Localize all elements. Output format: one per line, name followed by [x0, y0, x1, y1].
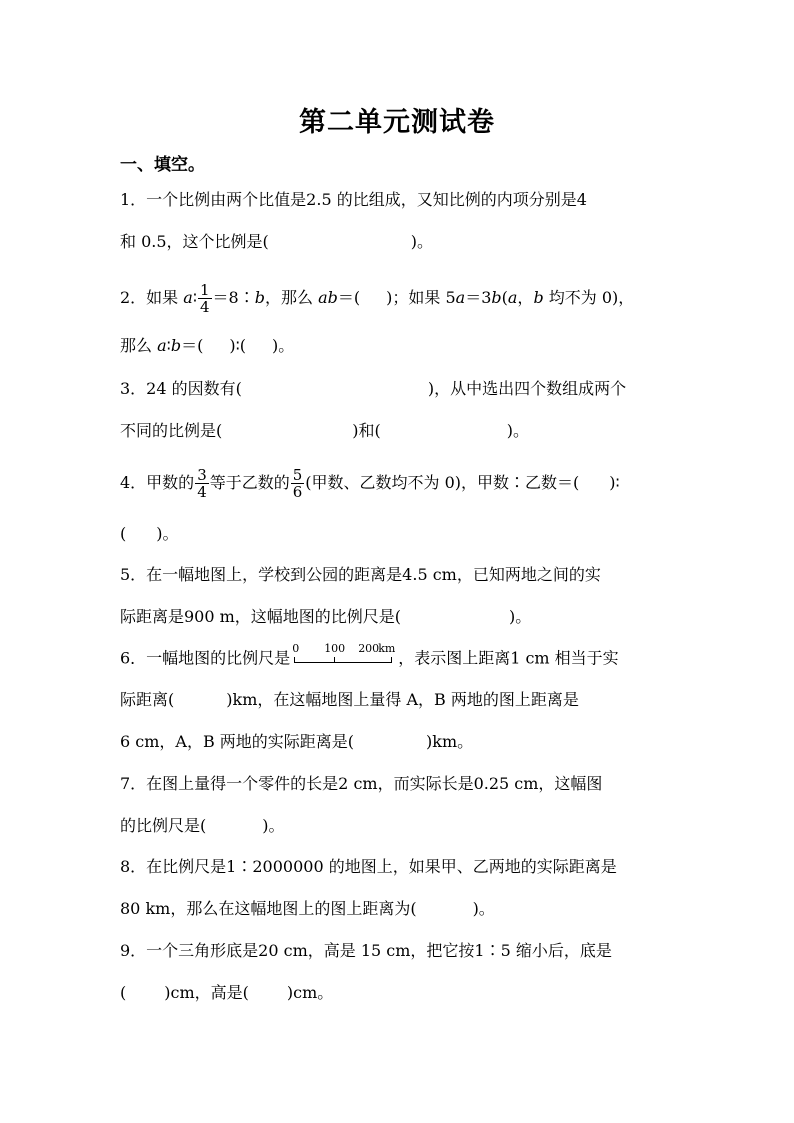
- question-6-text: )km。: [426, 732, 474, 751]
- fraction-denominator: 6: [292, 483, 303, 501]
- question-9-text: )cm，高是(: [164, 983, 249, 1002]
- question-2-text: ＝(: [181, 336, 204, 355]
- scale-bar-tick: [334, 657, 335, 662]
- question-2-text: ＝8∶: [212, 288, 255, 307]
- fraction-numerator: 1: [200, 281, 210, 299]
- variable-b: b: [533, 288, 544, 307]
- variable-b: b: [170, 336, 182, 355]
- question-7-text: )。: [262, 816, 285, 835]
- question-6-line-1: [120, 642, 619, 672]
- question-3-text: )，从中选出四个数组成两个: [427, 379, 627, 398]
- question-3-line-1: [120, 377, 626, 401]
- question-9-line-2: [120, 981, 333, 1005]
- question-2-text: 2．如果: [120, 288, 179, 307]
- question-5-text: 际距离是900 m，这幅地图的比例尺是(: [120, 607, 402, 626]
- question-3-text: 不同的比例是(: [120, 421, 223, 440]
- question-2-text: )∶(: [229, 336, 246, 355]
- question-8-text: 80 km，那么在这幅地图上的图上距离为(: [120, 899, 417, 918]
- question-1-text: 和 0.5，这个比例是(: [120, 232, 269, 251]
- question-2-text: ＝3: [465, 288, 492, 307]
- fraction-denominator: 4: [197, 483, 207, 501]
- fraction: [291, 467, 305, 500]
- question-6-text: )km，在这幅地图上量得 A，B 两地的图上距离是: [226, 690, 579, 709]
- variable-b: b: [491, 288, 502, 307]
- scale-label-0: 0: [292, 642, 300, 655]
- question-2-text: (: [501, 288, 508, 307]
- question-6-line-3: [120, 730, 473, 754]
- question-2-text: 均不为 0)，: [548, 288, 635, 307]
- variable-a: a: [157, 336, 167, 355]
- question-5-line-1: 5．在一幅地图上，学校到公园的距离是4.5 cm，已知两地之间的实: [120, 565, 601, 584]
- question-2-text: )。: [271, 336, 295, 355]
- scale-bar-line: [294, 657, 392, 663]
- question-3-line-2: [120, 419, 529, 443]
- question-9-text: )cm。: [286, 983, 334, 1002]
- question-2-text: ，: [517, 288, 534, 307]
- question-6-text: 际距离(: [120, 690, 175, 709]
- question-4-text: (: [120, 524, 127, 543]
- page-title: 第二单元测试卷: [299, 107, 495, 138]
- question-3-text: )和(: [352, 421, 381, 440]
- colon: ∶: [192, 288, 197, 307]
- question-4-text: )。: [156, 524, 179, 543]
- colon: ∶: [166, 336, 171, 355]
- question-4-text: )∶: [609, 473, 620, 492]
- question-4-text: 4．甲数的: [120, 473, 195, 492]
- question-9-line-1: 9．一个三角形底是20 cm，高是 15 cm，把它按1∶5 缩小后，底是: [120, 941, 612, 960]
- question-9-text: (: [120, 983, 127, 1002]
- variable-a: a: [183, 288, 193, 307]
- question-6-text: 6 cm，A，B 两地的实际距离是(: [120, 732, 355, 751]
- question-4-line-2: [120, 522, 179, 546]
- question-4-text: (甲数、乙数均不为 0)，甲数∶乙数＝(: [305, 473, 580, 492]
- variable-b: b: [254, 288, 265, 307]
- question-3-text: )。: [506, 421, 529, 440]
- question-2-line-1: [120, 282, 634, 315]
- question-3-text: 3．24 的因数有(: [120, 379, 242, 398]
- fraction-numerator: 5: [292, 466, 303, 484]
- question-6-line-2: [120, 688, 579, 712]
- scale-label-100: 100: [324, 642, 346, 655]
- scale-label-unit: km: [378, 642, 396, 655]
- variable-a: a: [507, 288, 518, 307]
- question-2-text: ＝(: [337, 288, 361, 307]
- question-7-text: 的比例尺是(: [120, 816, 207, 835]
- question-2-text: 那么: [120, 336, 153, 355]
- question-2-line-2: [120, 334, 294, 358]
- variable-ab: ab: [318, 288, 338, 307]
- fraction-denominator: 4: [200, 298, 210, 316]
- question-2-text: )；如果 5: [386, 288, 456, 307]
- question-5-text: )。: [509, 607, 532, 626]
- question-7-line-2: [120, 814, 285, 838]
- question-5-line-2: [120, 605, 531, 629]
- variable-a: a: [455, 288, 466, 307]
- scale-label-200: 200: [358, 642, 380, 655]
- question-1-line-1: 1．一个比例由两个比值是2.5 的比组成，又知比例的内项分别是4: [120, 190, 587, 209]
- fraction-numerator: 3: [197, 466, 207, 484]
- section-heading: 一、填空。: [120, 155, 205, 175]
- fraction: [195, 467, 209, 500]
- question-2-text: ，那么: [264, 288, 313, 307]
- question-6-text: ，表示图上距离1 cm 相当于实: [398, 648, 619, 668]
- question-1-line-2: [120, 230, 433, 254]
- question-8-line-1: 8．在比例尺是1∶2000000 的地图上，如果甲、乙两地的实际距离是: [120, 857, 617, 876]
- question-8-text: )。: [472, 899, 495, 918]
- question-1-text: )。: [410, 232, 434, 251]
- fraction: [198, 282, 212, 315]
- question-4-text: 等于乙数的: [209, 473, 290, 492]
- question-6-text: 6．一幅地图的比例尺是: [120, 648, 291, 668]
- question-8-line-2: [120, 897, 495, 921]
- scale-bar: [292, 642, 396, 672]
- question-7-line-1: 7．在图上量得一个零件的长是2 cm，而实际长是0.25 cm，这幅图: [120, 774, 603, 793]
- question-4-line-1: [120, 467, 620, 500]
